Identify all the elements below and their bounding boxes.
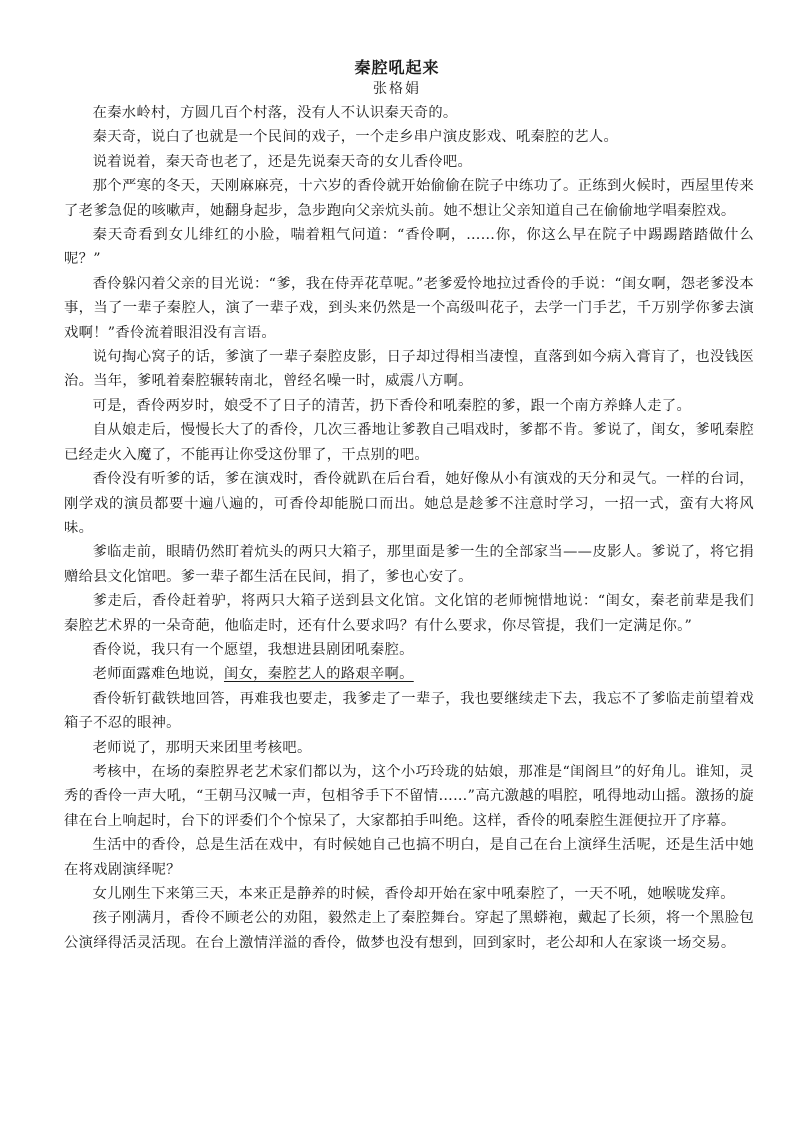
paragraph: 生活中的香伶，总是生活在戏中，有时候她自己也搞不明白，是自己在台上演绎生活呢，还是生活中她在将戏剧演绎呢？ — [64, 837, 754, 878]
paragraph: 香伶躲闪着父亲的目光说：“爹，我在侍弄花草呢。”老爹爱怜地拉过香伶的手说：“闺女啊，怨老爹没本事，当了一辈子秦腔人，演了一辈子戏，到头来仍然是一个高级叫花子，去学一门手艺，千万别学你爹去演戏啊！”香伶流着眼泪没有言语。 — [64, 275, 754, 341]
paragraph: 说句掏心窝子的话，爹演了一辈子秦腔皮影，日子却过得相当凄惶，直落到如今病入膏肓了，也没钱医治。当年，爹吼着秦腔辗转南北，曾经名噪一时，威震八方啊。 — [64, 349, 754, 390]
paragraph: 秦天奇看到女儿绯红的小脸，喘着粗气问道：“香伶啊，……你，你这么早在院子中踢踢踏踏做什么呢？” — [64, 227, 754, 268]
paragraph: 老师说了，那明天来团里考核吧。 — [92, 739, 312, 756]
article-title: 秦腔吼起来 — [354, 58, 440, 77]
paragraph: 在秦水岭村，方圆几百个村落，没有人不认识秦天奇的。 — [92, 105, 458, 121]
paragraph: 香伶说，我只有一个愿望，我想进县剧团吼秦腔。 — [92, 641, 414, 658]
article-author: 张格娟 — [373, 81, 421, 97]
paragraph: 孩子刚满月，香伶不顾老公的劝阻，毅然走上了秦腔舞台。穿起了黑蟒袍，戴起了长须，将一个黑脸包公演绎得活灵活现。在台上激情洋溢的香伶，做梦也没有想到，回到家时，老公却和人在家谈一场交易。 — [64, 910, 754, 951]
paragraph: 女儿刚生下来第三天，本来正是静养的时候，香伶却开始在家中吼秦腔了，一天不吼，她喉咙发痒。 — [92, 886, 735, 902]
paragraph-lead: 老师面露难色地说， — [92, 666, 224, 683]
paragraph: 自从娘走后，慢慢长大了的香伶，几次三番地让爹教自己唱戏时，爹都不肯。爹说了，闺女，爹吼秦腔已经走火入魔了，不能再让你受这份罪了，干点别的吧。 — [64, 422, 754, 463]
paragraph-with-underline — [64, 662, 754, 686]
paragraph: 爹临走前，眼睛仍然盯着炕头的两只大箱子，那里面是爹一生的全部家当——皮影人。爹说了，将它捐赠给县文化馆吧。爹一辈子都生活在民间，捐了，爹也心安了。 — [64, 544, 754, 585]
paragraph: 爹走后，香伶赶着驴，将两只大箱子送到县文化馆。文化馆的老师惋惜地说：“闺女，秦老前辈是我们秦腔艺术界的一朵奇葩，他临走时，还有什么要求吗？有什么要求，你尽管提，我们一定满足你。” — [64, 593, 754, 634]
article-body — [64, 101, 754, 955]
paragraph: 香伶斩钉截铁地回答，再难我也要走，我爹走了一辈子，我也要继续走下去，我忘不了爹临走前望着戏箱子不忍的眼神。 — [64, 690, 754, 732]
paragraph: 可是，香伶两岁时，娘受不了日子的清苦，扔下香伶和吼秦腔的爹，跟一个南方养蜂人走了。 — [92, 397, 692, 414]
paragraph: 香伶没有听爹的话，爹在演戏时，香伶就趴在后台看，她好像从小有演戏的天分和灵气。一样的台词，刚学戏的演员都要十遍八遍的，可香伶却能脱口而出。她总是趁爹不注意时学习，一招一式，蛮有大将风味。 — [64, 471, 754, 536]
paragraph: 说着说着，秦天奇也老了，还是先说秦天奇的女儿香伶吧。 — [92, 153, 473, 170]
paragraph: 秦天奇，说白了也就是一个民间的戏子，一个走乡串户演皮影戏、吼秦腔的艺人。 — [92, 129, 619, 146]
paragraph: 那个严寒的冬天，天刚麻麻亮，十六岁的香伶就开始偷偷在院子中练功了。正练到火候时，西屋里传来了老爹急促的咳嗽声，她翻身起步，急步跑向父亲炕头前。她不想让父亲知道自己在偷偷地学唱秦腔戏。 — [64, 178, 754, 219]
underlined-phrase: 闺女，秦腔艺人的路艰辛啊。 — [223, 666, 414, 683]
paragraph: 考核中，在场的秦腔界老艺术家们都以为，这个小巧玲珑的姑娘，那准是“闺阁旦”的好角儿。谁知，灵秀的香伶一声大吼，“王朝马汉喊一声，包相爷手下不留情……”高亢激越的唱腔，吼得地动山摇。激扬的旋律在台上响起时，台下的评委们个个惊呆了，大家都拍手叫绝。这样，香伶的吼秦腔生涯便拉开了序幕。 — [64, 763, 754, 829]
